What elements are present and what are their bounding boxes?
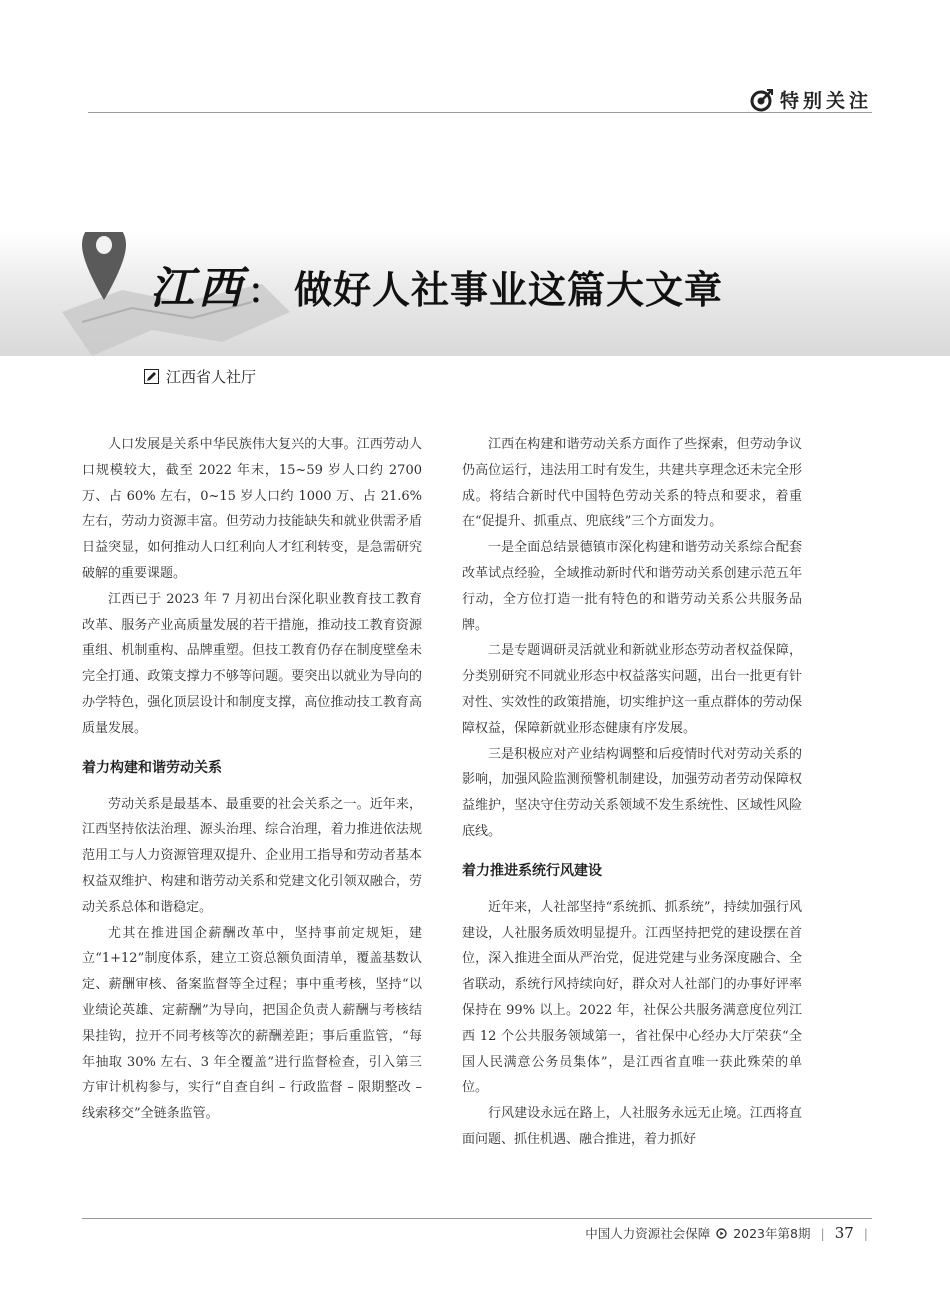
paragraph: 一是全面总结景德镇市深化构建和谐劳动关系综合配套改革试点经验，全域推动新时代和谐劳动关系创建示范五年行动，全方位打造一批有特色的和谐劳动关系公共服务品牌。 xyxy=(462,540,802,633)
section-label: 特别关注 xyxy=(779,90,872,112)
footer-rule xyxy=(82,1218,872,1219)
paragraph: 劳动关系是最基本、最重要的社会关系之一。近年来，江西坚持依法治理、源头治理、综合治理，着力推进依法规范用工与人力资源管理双提升、企业用工指导和劳动者基本权益双维护、构建和谐劳动关系和党建文化引领双融合，劳动关系总体和谐稳定。 xyxy=(82,796,422,915)
title-main: 做好人社事业这篇大文章 xyxy=(294,268,724,312)
divider: | xyxy=(820,1225,825,1241)
section-heading-conduct: 着力推进系统行风建设 xyxy=(462,862,602,879)
article-title xyxy=(150,252,723,316)
header-rule xyxy=(88,112,872,113)
paragraph: 三是积极应对产业结构调整和后疫情时代对劳动关系的影响，加强风险监测预警机制建设，加强劳动者劳动保障权益维护，坚决守住劳动关系领域不发生系统性、区域性风险底线。 xyxy=(462,746,802,839)
left-column xyxy=(82,432,422,1127)
paragraph: 二是专题调研灵活就业和新就业形态劳动者权益保障，分类别研究不同就业形态中权益落实问题，出台一批更有针对性、实效性的政策措施，切实维护这一重点群体的劳动保障权益，保障新就业形态健康有序发展。 xyxy=(462,643,802,736)
publication-name: 中国人力资源社会保障 xyxy=(585,1226,711,1241)
section-tag xyxy=(750,86,872,113)
paragraph: 行风建设永远在路上，人社服务永远无止境。江西将直面问题、抓住机遇、融合推进，着力抓好 xyxy=(462,1106,802,1147)
section-heading-labor: 着力构建和谐劳动关系 xyxy=(82,759,222,776)
author: 江西省人社厅 xyxy=(166,368,257,386)
title-colon: ： xyxy=(248,272,282,312)
footer xyxy=(585,1224,872,1242)
divider: | xyxy=(863,1225,868,1241)
right-column xyxy=(462,432,802,1153)
target-icon xyxy=(750,88,774,112)
page-number: 37 xyxy=(834,1224,854,1242)
pen-icon xyxy=(144,369,159,384)
location-pin-icon xyxy=(80,232,128,302)
byline xyxy=(144,366,256,387)
paragraph: 近年来，人社部坚持“系统抓、抓系统”，持续加强行风建设，人社服务质效明显提升。江西坚持把党的建设摆在首位，深入推进全面从严治党，促进党建与业务深度融合、全省联动，系统行风持续向好，群众对人社部门的办事好评率保持在 99% 以上。2022 年，社保公共服务满意度位列江西 12 个公共服务领域第一，省社保中心经办大厅荣获“全国人民满意公务员集体”，是江西省直唯一获此殊荣的单位。 xyxy=(462,899,802,1096)
title-band xyxy=(0,232,950,356)
play-circle-icon xyxy=(716,1228,727,1239)
paragraph: 江西在构建和谐劳动关系方面作了些探索，但劳动争议仍高位运行，违法用工时有发生，共建共享理念还未完全形成。将结合新时代中国特色劳动关系的特点和要求，着重在“促提升、抓重点、兜底线”三个方面发力。 xyxy=(462,437,802,530)
paragraph: 人口发展是关系中华民族伟大复兴的大事。江西劳动人口规模较大，截至 2022 年末，15~59 岁人口约 2700 万、占 60% 左右，0~15 岁人口约 1000 万、占 21.6% 左右，劳动力资源丰富。但劳动力技能缺失和就业供需矛盾日益突显，如何推动人口红利向人才红利转变，是急需研究破解的重要课题。 xyxy=(82,437,422,581)
paragraph: 江西已于 2023 年 7 月初出台深化职业教育技工教育改革、服务产业高质量发展的若干措施，推动技工教育资源重组、机制重构、品牌重塑。但技工教育仍存在制度壁垒未完全打通、政策支撑力不够等问题。要突出以就业为导向的办学特色，强化顶层设计和制度支撑，高位推动技工教育高质量发展。 xyxy=(82,591,422,736)
paragraph: 尤其在推进国企薪酬改革中，坚持事前定规矩，建立“1+12”制度体系，建立工资总额负面清单，覆盖基数认定、薪酬审核、备案监督等全过程；事中重考核，坚持“以业绩论英雄、定薪酬”为导向，把国企负责人薪酬与考核结果挂钩，拉开不同考核等次的薪酬差距；事后重监管，“每年抽取 30% 左右、3 年全覆盖”进行监督检查，引入第三方审计机构参与，实行“自查自纠 – 行政监督 – 限期整改 – 线索移交”全链条监管。 xyxy=(82,925,422,1122)
issue-label: 2023年第8期 xyxy=(733,1226,811,1241)
title-province: 江西 xyxy=(150,263,246,314)
